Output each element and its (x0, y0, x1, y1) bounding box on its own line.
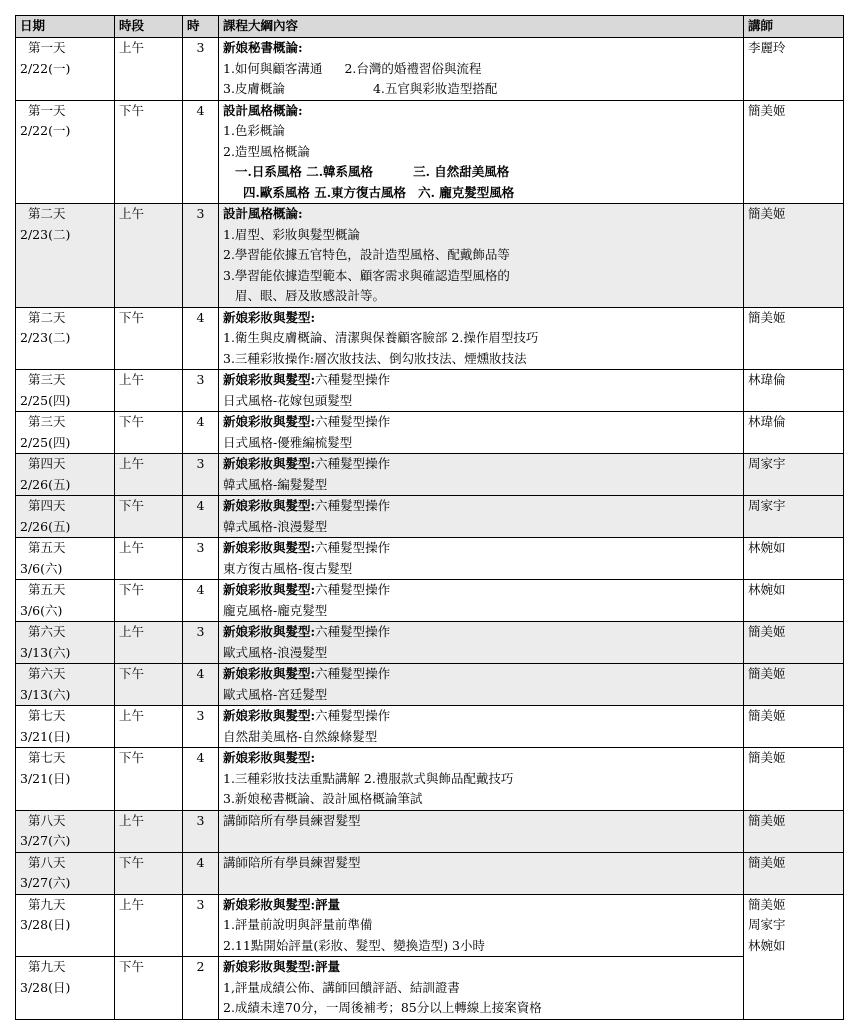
content-cell (219, 580, 744, 622)
teacher-name: 林瑋倫 (748, 372, 786, 387)
header-content: 課程大綱內容 (219, 16, 744, 38)
day-label: 第九天 (28, 959, 66, 974)
day-label: 第九天 (28, 896, 66, 912)
hours-cell: 4 (183, 664, 219, 706)
teacher-name: 林瑋倫 (748, 414, 786, 429)
schedule-row (16, 894, 844, 957)
date-cell (16, 370, 115, 412)
teacher-cell (744, 852, 844, 894)
content-title: 新娘秘書概論: (223, 40, 303, 55)
teacher-name: 林婉如 (748, 582, 786, 597)
content-title: 設計風格概論: (223, 102, 303, 118)
hours-cell: 3 (183, 370, 219, 412)
schedule-row (16, 100, 844, 204)
content-title: 新娘彩妝與髮型:六種髮型操作 (223, 666, 391, 681)
content-cell (219, 412, 744, 454)
date-label: 3/6(六) (20, 602, 63, 618)
period-cell: 下午 (115, 852, 183, 894)
content-title: 新娘彩妝與髮型:評量 (223, 896, 341, 912)
date-label: 3/21(日) (20, 770, 71, 786)
content-line: 1.如何與顧客溝通 2.台灣的婚禮習俗與流程 (223, 60, 482, 76)
period-cell: 上午 (115, 810, 183, 852)
teacher-name: 簡美姬 (748, 309, 786, 325)
day-label: 第二天 (28, 309, 66, 325)
teacher-name: 簡美姬 (748, 708, 786, 723)
hours-cell: 2 (183, 957, 219, 1020)
content-title: 新娘彩妝與髮型: (223, 309, 316, 325)
schedule-row (16, 664, 844, 706)
schedule-row (16, 454, 844, 496)
day-label: 第八天 (28, 812, 66, 828)
content-title: 新娘彩妝與髮型:六種髮型操作 (223, 414, 391, 429)
day-label: 第八天 (28, 854, 66, 870)
date-cell (16, 706, 115, 748)
content-cell (219, 664, 744, 706)
date-label: 3/28(日) (20, 917, 71, 932)
content-title: 新娘彩妝與髮型:六種髮型操作 (223, 372, 391, 387)
content-line: 3.三種彩妝操作:層次妝技法、倒勾妝技法、煙燻妝技法 (223, 350, 527, 366)
teacher-cell (744, 810, 844, 852)
date-cell (16, 496, 115, 538)
date-label: 3/21(日) (20, 728, 71, 744)
teacher-cell (744, 204, 844, 308)
content-line: 2.成績未達70分，一周後補考；85分以上轉線上接案資格 (223, 1000, 542, 1015)
period-cell: 上午 (115, 894, 183, 957)
content-line: 日式風格-優雅編梳髮型 (223, 434, 353, 450)
schedule-row (16, 852, 844, 894)
day-label: 第四天 (28, 456, 66, 471)
content-title: 新娘彩妝與髮型:六種髮型操作 (223, 624, 391, 639)
teacher-cell (744, 370, 844, 412)
day-label: 第七天 (28, 750, 66, 765)
hours-cell: 4 (183, 100, 219, 204)
content-title: 新娘彩妝與髮型:評量 (223, 959, 341, 974)
date-cell (16, 454, 115, 496)
date-label: 2/26(五) (20, 518, 71, 534)
day-label: 第五天 (28, 540, 66, 555)
day-label: 第五天 (28, 582, 66, 597)
content-line: 1.評量前說明與評量前準備 (223, 917, 373, 932)
content-line: 東方復古風格-復古髮型 (223, 560, 353, 576)
date-cell (16, 38, 115, 101)
period-cell: 下午 (115, 496, 183, 538)
hours-cell: 3 (183, 454, 219, 496)
content-line: 龐克風格-龐克髮型 (223, 602, 328, 618)
period-cell: 下午 (115, 307, 183, 370)
content-cell (219, 100, 744, 204)
day-label: 第一天 (28, 40, 66, 55)
day-label: 第七天 (28, 708, 66, 723)
hours-cell: 4 (183, 496, 219, 538)
date-cell (16, 748, 115, 811)
content-line: 日式風格-花嫁包頭髮型 (223, 392, 353, 408)
content-title: 新娘彩妝與髮型: (223, 750, 316, 765)
content-cell (219, 748, 744, 811)
content-title: 新娘彩妝與髮型:六種髮型操作 (223, 708, 391, 723)
day-label: 第一天 (28, 102, 66, 118)
hours-cell: 4 (183, 412, 219, 454)
content-line: 四.歐系風格 五.東方復古風格 六. 龐克髮型風格 (243, 184, 515, 200)
hours-cell: 4 (183, 307, 219, 370)
teacher-name: 簡美姬 (748, 854, 786, 870)
content-cell (219, 370, 744, 412)
schedule-row (16, 810, 844, 852)
hours-cell: 4 (183, 748, 219, 811)
date-label: 3/6(六) (20, 560, 63, 576)
period-cell: 下午 (115, 580, 183, 622)
hours-cell: 3 (183, 810, 219, 852)
content-line: 3.新娘秘書概論、設計風格概論筆試 (223, 791, 423, 806)
content-line: 1,評量成績公佈、講師回饋評語、結訓證書 (223, 979, 460, 995)
day-label: 第二天 (28, 206, 66, 221)
content-cell (219, 852, 744, 894)
teacher-cell (744, 748, 844, 811)
content-cell (219, 894, 744, 957)
header-row (16, 16, 844, 38)
date-label: 3/13(六) (20, 686, 71, 702)
teacher-name: 簡美姬 (748, 624, 786, 639)
content-title: 新娘彩妝與髮型:六種髮型操作 (223, 456, 391, 471)
period-cell: 上午 (115, 622, 183, 664)
content-line: 眉、眼、唇及妝感設計等。 (235, 288, 386, 303)
content-cell (219, 38, 744, 101)
period-cell: 下午 (115, 100, 183, 204)
day-label: 第三天 (28, 414, 66, 429)
content-line: 一.日系風格 二.韓系風格 三. 自然甜美風格 (235, 164, 510, 179)
hours-cell: 3 (183, 894, 219, 957)
teacher-cell (744, 100, 844, 204)
content-cell (219, 538, 744, 580)
date-label: 2/23(二) (20, 330, 71, 345)
content-line: 歐式風格-宮廷髮型 (223, 686, 328, 702)
header-period: 時段 (115, 16, 183, 38)
content-cell (219, 454, 744, 496)
content-title: 新娘彩妝與髮型:六種髮型操作 (223, 582, 391, 597)
header-date: 日期 (16, 16, 115, 38)
header-teacher: 講師 (744, 16, 844, 38)
hours-cell: 3 (183, 622, 219, 664)
date-cell (16, 622, 115, 664)
hours-cell: 4 (183, 580, 219, 622)
content-title: 新娘彩妝與髮型:六種髮型操作 (223, 498, 391, 513)
hours-cell: 3 (183, 204, 219, 308)
content-line: 3.學習能依據造型範本、顧客需求與確認造型風格的 (223, 267, 510, 283)
schedule-row (16, 38, 844, 101)
date-cell (16, 538, 115, 580)
period-cell: 上午 (115, 204, 183, 308)
date-label: 3/27(六) (20, 833, 71, 848)
content-line: 1.色彩概論 (223, 123, 285, 138)
hours-cell: 3 (183, 38, 219, 101)
content-line: 韓式風格-浪漫髮型 (223, 518, 328, 534)
content-line: 韓式風格-編髮髮型 (223, 476, 328, 492)
period-cell: 上午 (115, 370, 183, 412)
date-cell (16, 957, 115, 1020)
teacher-name: 林婉如 (748, 937, 786, 953)
content-line: 歐式風格-浪漫髮型 (223, 644, 328, 660)
period-cell: 下午 (115, 957, 183, 1020)
day-label: 第四天 (28, 498, 66, 513)
period-cell: 下午 (115, 412, 183, 454)
teacher-name: 簡美姬 (748, 896, 786, 912)
teacher-cell (744, 38, 844, 101)
teacher-cell (744, 622, 844, 664)
content-line: 3.皮膚概論 4.五官與彩妝造型搭配 (223, 81, 498, 96)
teacher-cell (744, 538, 844, 580)
content-cell (219, 622, 744, 664)
content-line: 自然甜美風格-自然線條髮型 (223, 728, 378, 744)
course-schedule-table (15, 15, 844, 1020)
hours-cell: 3 (183, 706, 219, 748)
date-cell (16, 852, 115, 894)
teacher-name: 簡美姬 (748, 812, 786, 828)
schedule-row (16, 748, 844, 811)
header-hours: 時 (183, 16, 219, 38)
content-line: 1.眉型、彩妝與髮型概論 (223, 226, 360, 242)
content-line: 2.學習能依據五官特色，設計造型風格、配戴飾品等 (223, 247, 510, 262)
content-cell (219, 307, 744, 370)
content-line: 1.衛生與皮膚概論、清潔與保養顧客臉部 2.操作眉型技巧 (223, 330, 539, 345)
content-cell (219, 706, 744, 748)
teacher-cell (744, 496, 844, 538)
hours-cell: 4 (183, 852, 219, 894)
teacher-name: 簡美姬 (748, 102, 786, 118)
date-label: 2/26(五) (20, 476, 71, 492)
hours-cell: 3 (183, 538, 219, 580)
content-cell (219, 957, 744, 1020)
content-cell (219, 496, 744, 538)
teacher-cell (744, 454, 844, 496)
date-cell (16, 412, 115, 454)
teacher-name: 林婉如 (748, 540, 786, 555)
content-title: 設計風格概論: (223, 206, 303, 221)
content-line: 2.造型風格概論 (223, 143, 310, 159)
date-label: 2/22(一) (20, 60, 71, 76)
period-cell: 上午 (115, 38, 183, 101)
period-cell: 下午 (115, 664, 183, 706)
date-cell (16, 664, 115, 706)
date-label: 2/25(四) (20, 392, 71, 408)
teacher-name: 李麗玲 (748, 40, 786, 55)
content-line: 2.11點開始評量(彩妝、髮型、變換造型) 3小時 (223, 937, 486, 953)
day-label: 第六天 (28, 666, 66, 681)
schedule-row (16, 307, 844, 370)
date-cell (16, 580, 115, 622)
teacher-name: 簡美姬 (748, 750, 786, 765)
date-cell (16, 307, 115, 370)
schedule-row (16, 957, 844, 1020)
schedule-row (16, 412, 844, 454)
date-label: 2/23(二) (20, 226, 71, 242)
teacher-cell (744, 412, 844, 454)
period-cell: 上午 (115, 538, 183, 580)
content-line: 1.三種彩妝技法重點講解 2.禮服款式與飾品配戴技巧 (223, 770, 514, 786)
schedule-row (16, 538, 844, 580)
teacher-cell (744, 664, 844, 706)
content-title: 新娘彩妝與髮型:六種髮型操作 (223, 540, 391, 555)
content-line: 講師陪所有學員練習髮型 (223, 812, 361, 828)
period-cell: 上午 (115, 454, 183, 496)
schedule-row (16, 580, 844, 622)
teacher-cell (744, 307, 844, 370)
date-cell (16, 204, 115, 308)
teacher-name: 簡美姬 (748, 206, 786, 221)
date-label: 2/25(四) (20, 434, 71, 450)
period-cell: 上午 (115, 706, 183, 748)
period-cell: 下午 (115, 748, 183, 811)
schedule-row (16, 370, 844, 412)
teacher-cell (744, 894, 844, 1019)
date-label: 3/28(日) (20, 979, 71, 995)
teacher-name: 簡美姬 (748, 666, 786, 681)
day-label: 第六天 (28, 624, 66, 639)
content-cell (219, 204, 744, 308)
date-label: 3/27(六) (20, 875, 71, 890)
day-label: 第三天 (28, 372, 66, 387)
schedule-row (16, 622, 844, 664)
schedule-row (16, 496, 844, 538)
date-label: 2/22(一) (20, 123, 71, 138)
teacher-name: 周家宇 (748, 456, 786, 471)
schedule-row (16, 204, 844, 308)
teacher-cell (744, 706, 844, 748)
date-cell (16, 894, 115, 957)
teacher-name: 周家宇 (748, 917, 786, 932)
date-label: 3/13(六) (20, 644, 71, 660)
date-cell (16, 100, 115, 204)
content-cell (219, 810, 744, 852)
content-line: 講師陪所有學員練習髮型 (223, 854, 361, 870)
teacher-name: 周家宇 (748, 498, 786, 513)
schedule-row (16, 706, 844, 748)
teacher-cell (744, 580, 844, 622)
date-cell (16, 810, 115, 852)
